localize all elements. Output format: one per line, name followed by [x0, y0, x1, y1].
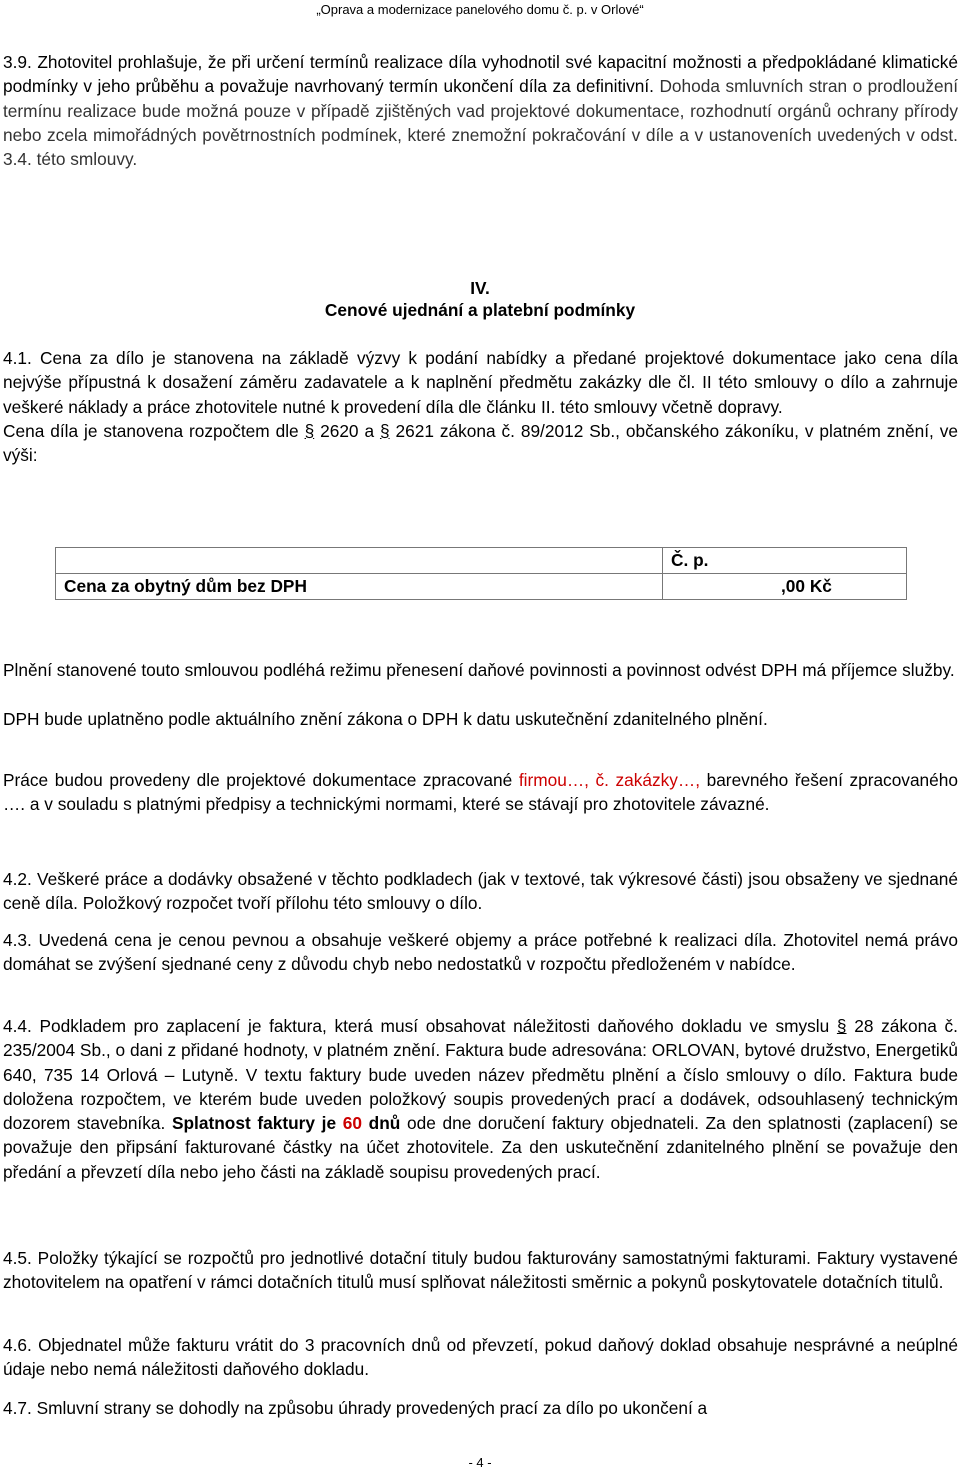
paragraph-4-4: 4.4. Podkladem pro zaplacení je faktura, která musí obsahovat náležitosti daňového dokladu ve smyslu § 28 zákona č. 235/2004 Sb., o dani z přidané hodnoty, v platném znění. Faktura bude adresována: ORLOVAN, bytové družstvo, Energetiků 640, 735 14 Orlová – Lutyně. V textu faktury bude uveden název předmětu plnění a číslo smlouvy o dílo. Faktura bude doložena rozpočtem, ve kterém bude uveden položkový soupis provedených prací a dodávek, odsouhlasený technickým dozorem stavebníka. Splatnost faktury je 60 dnů ode dne doručení faktury objednateli. Za den splatnosti (zaplacení) se považuje den připsání fakturované částky na účet zhotovitele. Za den uskutečnění zdanitelného plnění se považuje den předání a převzetí díla nebo jeho části na základě soupisu provedených prací. — [3, 1016, 958, 1182]
price-table — [55, 547, 907, 600]
price-table-value: ,00 Kč — [663, 574, 907, 600]
paragraph-prace: Práce budou provedeny dle projektové dokumentace zpracované firmou…, č. zakázky…, barevného řešení zpracovaného …. a v souladu s platnými předpisy a technickými normami, které se stávají pro zhotovitele závazné. — [3, 770, 959, 815]
price-table-label: Cena za obytný dům bez DPH — [56, 574, 663, 600]
paragraph-4-1: 4.1. Cena za dílo je stanovena na základě výzvy k podání nabídky a předané projektové dokumentace jako cena díla nejvýše přípustná k dosažení záměru zadavatele a k naplnění předmětu zakázky dle čl. II této smlouvy o dílo a zahrnuje veškeré náklady a práce zhotovitele nutné k provedení díla dle článku II. této smlouvy včetně dopravy. Cena díla je stanovena rozpočtem dle § 2620 a § 2621 zákona č. 89/2012 Sb., občanského zákoníku, v platném znění, ve výši: — [3, 348, 959, 466]
section-title: Cenové ujednání a platební podmínky — [324, 300, 636, 320]
page-number: - 4 - — [468, 1455, 492, 1470]
paragraph-4-6: 4.6. Objednatel může fakturu vrátit do 3 pracovních dnů od převzetí, pokud daňový doklad obsahuje nesprávné a neúplné údaje nebo nemá náležitosti daňového dokladu. — [3, 1335, 958, 1380]
paragraph-4-7: 4.7. Smluvní strany se dohodly na způsobu úhrady provedených prací za dílo po ukončení a — [3, 1398, 708, 1418]
paragraph-3-9: 3.9. Zhotovitel prohlašuje, že při určení termínů realizace díla vyhodnotil své kapacitní možnosti a předpokládané klimatické podmínky v jeho průběhu a považuje navrhovaný termín ukončení díla za definitivní. Dohoda smluvních stran o prodloužení termínu realizace bude možná pouze v případě zjištěných vad projektové dokumentace, rozhodnutí orgánů ochrany přírody nebo zcela mimořádných povětrnostních podmínek, které znemožní pokračování v díle a v ustanoveních uvedených v odst. 3.4. této smlouvy. — [3, 52, 958, 170]
section-number: IV. — [470, 278, 490, 298]
paragraph-dph-1: Plnění stanovené touto smlouvou podléhá režimu přenesení daňové povinnosti a povinnost odvést DPH má příjemce služby. — [3, 660, 955, 680]
paragraph-4-2: 4.2. Veškeré práce a dodávky obsažené v těchto podkladech (jak v textové, tak výkresové části) jsou obsaženy ve sjednané ceně díla. Položkový rozpočet tvoří přílohu této smlouvy o dílo. — [3, 869, 958, 914]
price-table-header: Č. p. — [663, 548, 907, 574]
paragraph-dph-2: DPH bude uplatněno podle aktuálního znění zákona o DPH k datu uskutečnění zdanitelného plnění. — [3, 709, 768, 729]
page-header: „Oprava a modernizace panelového domu č. p. v Orlové“ — [316, 2, 644, 17]
paragraph-4-5: 4.5. Položky týkající se rozpočtů pro jednotlivé dotační tituly budou fakturovány samostatnými fakturami. Faktury vystavené zhotovitelem na opatření v rámci dotačních titulů musí splňovat náležitosti směrnic a pokynů poskytovatele dotačních titulů. — [3, 1248, 958, 1293]
paragraph-4-3: 4.3. Uvedená cena je cenou pevnou a obsahuje veškeré objemy a práce potřebné k realizaci díla. Zhotovitel nemá právo domáhat se zvýšení sjednané ceny z důvodu chyb nebo nedostatků v rozpočtu předloženém v nabídce. — [3, 930, 958, 975]
